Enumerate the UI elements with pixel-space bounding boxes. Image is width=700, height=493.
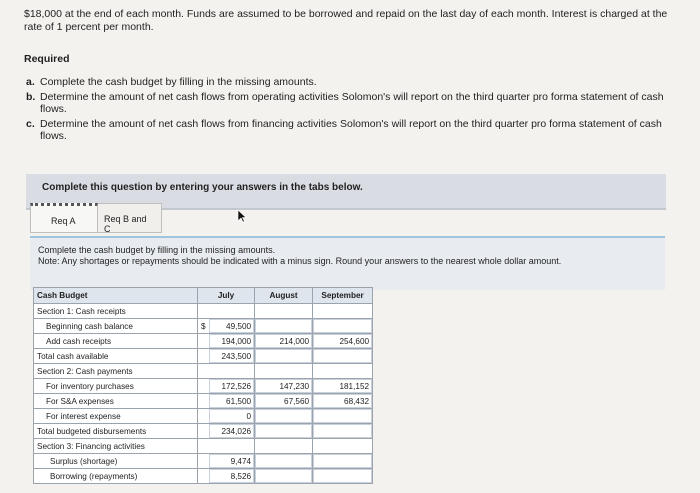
requirement-b [26, 91, 676, 116]
august-input[interactable] [255, 409, 313, 424]
september-input[interactable] [313, 469, 373, 484]
cash-budget-table [33, 287, 373, 484]
row-label: Section 3: Financing activities [34, 439, 198, 454]
august-input[interactable]: 147,230 [255, 379, 313, 394]
august-input[interactable] [255, 349, 313, 364]
column-header-august: August [255, 288, 313, 304]
row-label: For S&A expenses [34, 394, 198, 409]
july-input[interactable]: 194,000 [209, 334, 255, 349]
august-cell [255, 439, 313, 454]
row-label: Section 2: Cash payments [34, 364, 198, 379]
september-input[interactable] [313, 319, 373, 334]
september-input[interactable] [313, 454, 373, 469]
required-heading: Required [24, 53, 70, 65]
july-input[interactable]: 49,500 [209, 319, 255, 334]
instruction-line: Complete the cash budget by filling in the missing amounts. [38, 245, 276, 255]
july-input[interactable]: 8,526 [209, 469, 255, 484]
row-label: Section 1: Cash receipts [34, 304, 198, 319]
requirement-letter: c. [26, 117, 35, 130]
mouse-cursor-icon [237, 209, 247, 223]
row-label: For interest expense [34, 409, 198, 424]
july-input[interactable]: 61,500 [209, 394, 255, 409]
july-input[interactable]: 0 [209, 409, 255, 424]
august-input[interactable]: 67,560 [255, 394, 313, 409]
august-input[interactable]: 214,000 [255, 334, 313, 349]
requirement-text: Complete the cash budget by filling in the missing amounts. [40, 76, 317, 88]
requirement-letter: a. [26, 76, 35, 88]
requirement-letter: b. [26, 90, 36, 103]
tab-req-b-and-c[interactable]: Req B and C [98, 203, 162, 233]
july-input[interactable]: 243,500 [209, 349, 255, 364]
july-input[interactable]: 172,526 [209, 379, 255, 394]
july-input[interactable]: 9,474 [209, 454, 255, 469]
row-label: Total cash available [34, 349, 198, 364]
requirement-c [26, 118, 676, 143]
august-input[interactable] [255, 454, 313, 469]
currency-symbol: $ [198, 319, 209, 334]
row-label: Borrowing (repayments) [34, 469, 198, 484]
requirements-list [26, 76, 676, 145]
row-label: Add cash receipts [34, 334, 198, 349]
table-row [34, 349, 373, 364]
table-row [34, 304, 373, 319]
instruction-note: Note: Any shortages or repayments should be indicated with a minus sign. Round your answers to the nearest whole dollar amount. [38, 256, 562, 266]
table-row [34, 439, 373, 454]
july-cell [209, 439, 255, 454]
september-input[interactable]: 254,600 [313, 334, 373, 349]
july-cell [209, 304, 255, 319]
september-cell [313, 364, 373, 379]
requirement-a [26, 76, 676, 89]
table-row [34, 364, 373, 379]
panel-heading: Complete this question by entering your answers in the tabs below. [26, 174, 666, 210]
august-input[interactable] [255, 319, 313, 334]
september-input[interactable]: 68,432 [313, 394, 373, 409]
table-row [34, 424, 373, 439]
august-input[interactable] [255, 469, 313, 484]
row-label: Beginning cash balance [34, 319, 198, 334]
intro-text: $18,000 at the end of each month. Funds are assumed to be borrowed and repaid on the last day of each month. Interest is charged at the rate of 1 percent per month. [24, 8, 668, 33]
column-header-july: July [198, 288, 255, 304]
row-label: For inventory purchases [34, 379, 198, 394]
july-cell [209, 364, 255, 379]
column-header-september: September [313, 288, 373, 304]
august-cell [255, 304, 313, 319]
table-row [34, 379, 373, 394]
august-input[interactable] [255, 424, 313, 439]
table-row [34, 334, 373, 349]
table-row [34, 319, 373, 334]
september-cell [313, 439, 373, 454]
august-cell [255, 364, 313, 379]
september-input[interactable]: 181,152 [313, 379, 373, 394]
requirement-text: Determine the amount of net cash flows from operating activities Solomon's will report on the third quarter pro forma statement of cash flows. [40, 90, 664, 115]
table-row [34, 469, 373, 484]
september-input[interactable] [313, 409, 373, 424]
july-input[interactable]: 234,026 [209, 424, 255, 439]
september-cell [313, 304, 373, 319]
requirement-text: Determine the amount of net cash flows from financing activities Solomon's will report on the third quarter pro forma statement of cash flows. [40, 117, 662, 142]
tab-bar [30, 203, 162, 233]
table-header-row [34, 288, 373, 304]
table-row [34, 394, 373, 409]
instructions-box [30, 236, 665, 290]
row-label: Surplus (shortage) [34, 454, 198, 469]
column-header-cash-budget: Cash Budget [34, 288, 198, 304]
row-label: Total budgeted disbursements [34, 424, 198, 439]
september-input[interactable] [313, 349, 373, 364]
table-row [34, 454, 373, 469]
tab-req-a[interactable]: Req A [30, 203, 98, 233]
table-row [34, 409, 373, 424]
september-input[interactable] [313, 424, 373, 439]
